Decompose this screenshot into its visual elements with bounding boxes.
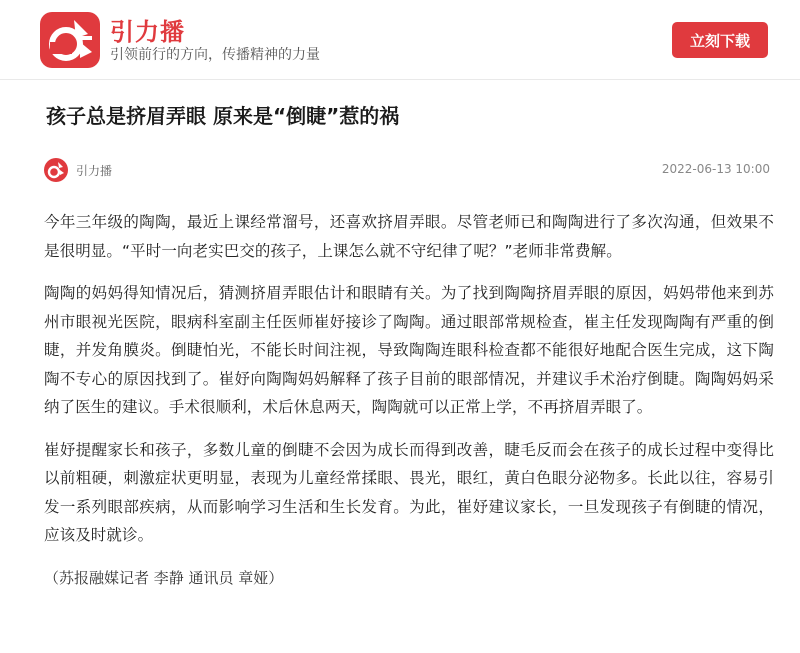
article-body [44,208,774,592]
download-button[interactable]: 立刻下载 [672,22,768,58]
brand-name: 引力播 [110,18,185,46]
publish-date: 2022-06-13 10:00 [661,162,770,176]
article-byline: （苏报融媒记者 李静 通讯员 章娅） [44,568,284,587]
article-meta [44,158,770,182]
article-title: 孩子总是挤眉弄眼 原来是“倒睫”惹的祸 [46,104,400,128]
author-name[interactable]: 引力播 [76,164,113,178]
article-paragraph: 崔妤提醒家长和孩子，多数儿童的倒睫不会因为成长而得到改善，睫毛反而会在孩子的成长过程中变得比以前粗硬，刺激症状更明显，表现为儿童经常揉眼、畏光，眼红，黄白色眼分泌物多。长此以往，容易引发一系列眼部疾病，从而影响学习生活和生长发育。为此，崔妤建议家长，一旦发现孩子有倒睫的情况，应该及时就诊。 [44,440,774,544]
article-paragraph: 陶陶的妈妈得知情况后，猜测挤眉弄眼估计和眼睛有关。为了找到陶陶挤眉弄眼的原因，妈妈带他来到苏州市眼视光医院，眼病科室副主任医师崔妤接诊了陶陶。通过眼部常规检查，崔主任发现陶陶有严重的倒睫，并发角膜炎。倒睫怕光，不能长时间注视，导致陶陶连眼科检查都不能很好地配合医生完成，这下陶陶不专心的原因找到了。崔妤向陶陶妈妈解释了孩子目前的眼部情况，并建议手术治疗倒睫。陶陶妈妈采纳了医生的建议。手术很顺利，术后休息两天，陶陶就可以正常上学，不再挤眉弄眼了。 [44,284,774,416]
brand-slogan: 引领前行的方向，传播精神的力量 [110,47,320,63]
author-avatar-icon[interactable] [44,158,68,182]
app-logo[interactable] [40,12,100,68]
app-header [0,0,800,80]
article-paragraph: 今年三年级的陶陶，最近上课经常溜号，还喜欢挤眉弄眼。尽管老师已和陶陶进行了多次沟通，但效果不是很明显。“平时一向老实巴交的孩子，上课怎么就不守纪律了呢？”老师非常费解。 [44,213,774,260]
app-logo-icon [40,12,100,68]
